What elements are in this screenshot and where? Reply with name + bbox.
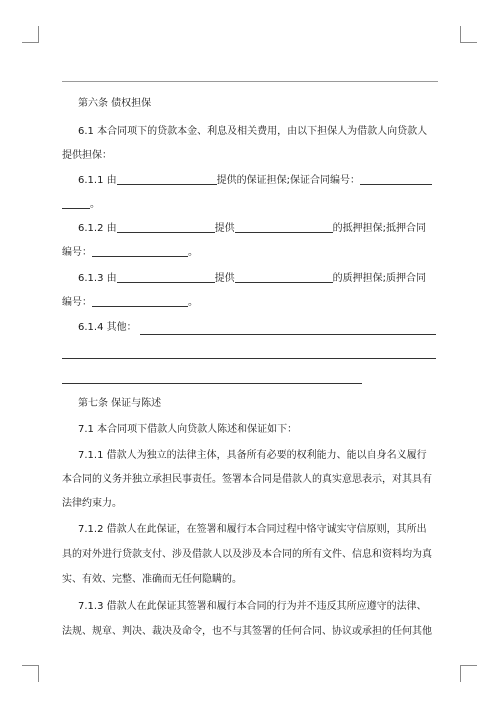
clause-7-1: 7.1 本合同项下借款人向贷款人陈述和保证如下： [78,424,298,435]
crop-mark-bottom-left [22,665,39,682]
clause-7-1-2-line-2: 具的对外进行贷款支付、涉及借款人以及涉及本合同的所有文件、信息和资料均为真 [62,549,432,560]
clause-6-1-2-line-1 [78,222,426,235]
clause-6-1-1-end: 。 [90,199,100,210]
article-6-heading: 第六条 债权担保 [78,98,152,109]
mortgage-item-blank[interactable] [235,222,333,233]
clause-6-1-2-prefix: 6.1.2 由 [78,223,117,234]
clause-6-1-line-2: 提供担保： [62,150,112,161]
other-guarantee-blank-2[interactable] [62,358,436,359]
clause-6-1-3-line-1 [78,272,426,285]
clause-6-1-2-provide: 提供 [214,223,235,234]
other-guarantee-blank-1[interactable] [140,334,436,335]
header-rule [62,81,438,82]
clause-6-1-1-line-1 [78,174,432,187]
clause-6-1-3-prefix: 6.1.3 由 [78,273,117,284]
mortgage-contract-number-blank[interactable] [92,246,188,257]
clause-7-1-3-line-1: 7.1.3 借款人在此保证其签署和履行本合同的行为并不违反其所应遵守的法律、 [78,601,427,612]
clause-6-1-3-text: 的质押担保;质押合同 [332,273,426,284]
clause-7-1-1-line-2: 本合同的义务并独立承担民事责任。签署本合同是借款人的真实意思表示，对其具有 [62,474,432,485]
clause-6-1-2-end: 。 [188,247,198,258]
clause-6-1-3-end: 。 [188,297,198,308]
crop-mark-bottom-right [460,665,477,682]
clause-7-1-3-line-2: 法规、规章、判决、裁决及命令，也不与其签署的任何合同、协议或承担的任何其他 [62,626,432,637]
other-guarantee-blank-3[interactable] [62,383,362,384]
clause-7-1-1-line-1: 7.1.1 借款人为独立的法律主体，具备所有必要的权利能力、能以自身名义履行 [78,450,427,461]
clause-6-1-1-prefix: 6.1.1 由 [78,175,117,186]
clause-6-1-1-line-2 [62,198,100,211]
guarantee-contract-number-blank-cont[interactable] [62,198,90,209]
clause-6-1-3-provide: 提供 [214,273,235,284]
crop-mark-top-left [22,26,39,43]
clause-6-1-3-number-label: 编号： [62,297,92,308]
clause-6-1-line-1: 6.1 本合同项下的贷款本金、利息及相关费用，由以下担保人为借款人向贷款人 [78,126,428,137]
clause-6-1-2-line-2 [62,246,198,259]
pledgor-blank[interactable] [117,272,215,283]
clause-7-1-1-line-3: 法律约束力。 [62,498,122,509]
guarantee-contract-number-blank[interactable] [360,174,432,185]
mortgagor-blank[interactable] [117,222,215,233]
clause-7-1-2-line-1: 7.1.2 借款人在此保证，在签署和履行本合同过程中恪守诚实守信原则，其所出 [78,524,427,535]
crop-mark-top-right [460,26,477,43]
article-7-heading: 第七条 保证与陈述 [78,398,162,409]
guarantor-blank[interactable] [117,174,217,185]
clause-6-1-1-text: 提供的保证担保;保证合同编号： [216,175,360,186]
pledge-contract-number-blank[interactable] [92,296,188,307]
clause-7-1-2-line-3: 实、有效、完整、准确而无任何隐瞒的。 [62,574,242,585]
clause-6-1-2-number-label: 编号： [62,247,92,258]
clause-6-1-4-label: 6.1.4 其他： [78,322,137,333]
clause-6-1-2-text: 的抵押担保;抵押合同 [332,223,426,234]
clause-6-1-3-line-2 [62,296,198,309]
pledge-item-blank[interactable] [235,272,333,283]
